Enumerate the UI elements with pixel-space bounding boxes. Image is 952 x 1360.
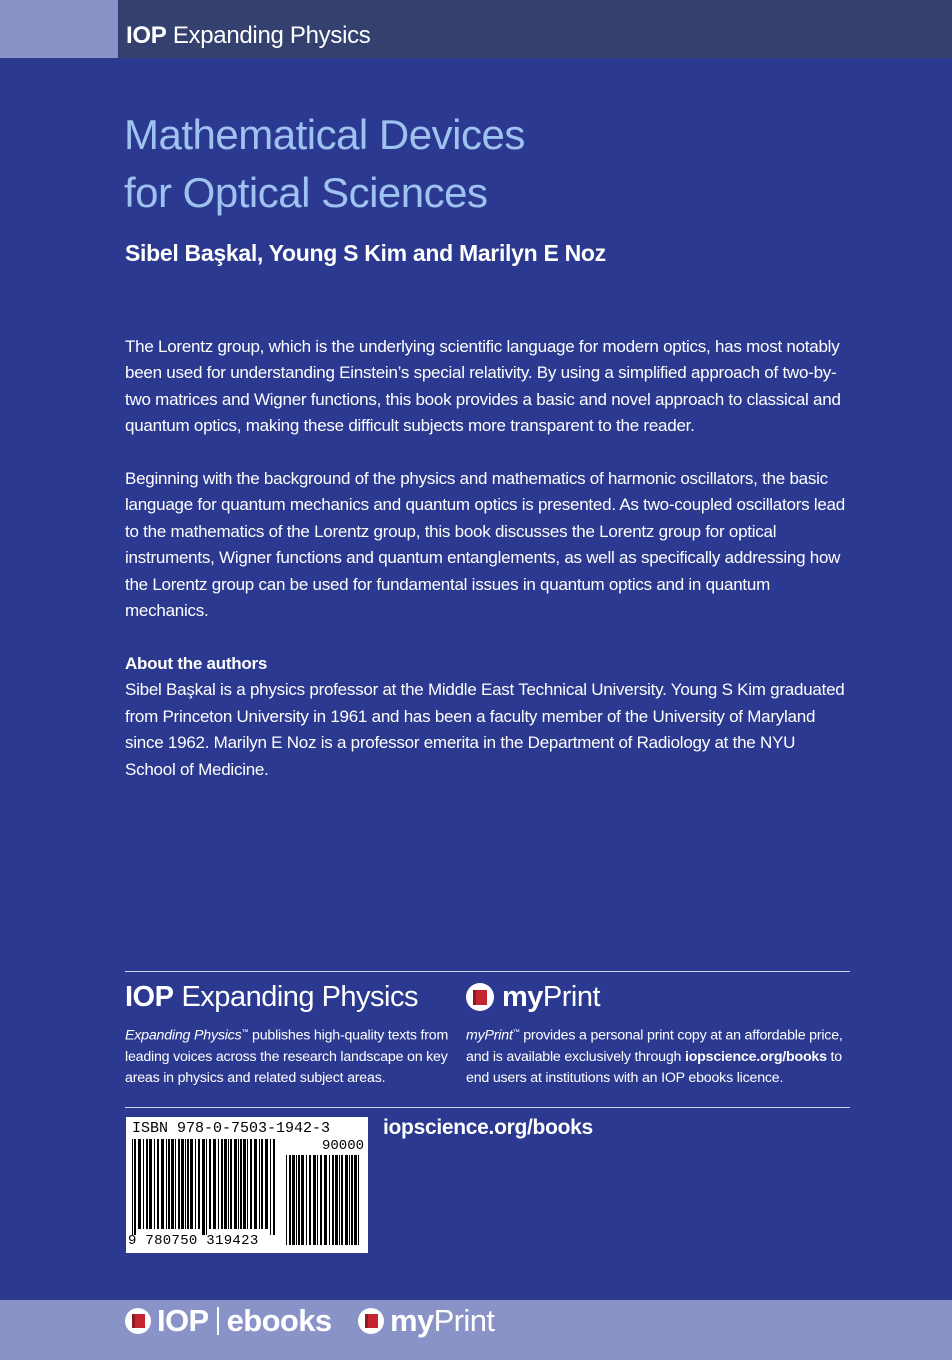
blurb-paragraph-2: Beginning with the background of the physics and mathematics of harmonic oscillators, the basic language for quantum mechanics and quantum optics is presented. As two-coupled oscillators lead to the mathematics of the Lorentz group, this book discusses the Lorentz group for optical instruments, Wigner functions and quantum entanglements, as well as specifically addressing how the Lorentz group can be used for fundamental issues in quantum optics and in quantum mechanics. xyxy=(125,469,845,621)
myprint-tm: ™ xyxy=(512,1029,520,1036)
footer-iop: IOP xyxy=(157,1303,209,1338)
myprint-logo-print: Print xyxy=(542,980,601,1013)
series-info xyxy=(125,980,465,1089)
series-tm: ™ xyxy=(241,1029,249,1036)
brand-series: Expanding Physics xyxy=(172,22,371,49)
isbn-label: ISBN 978-0-7503-1942-3 xyxy=(132,1120,331,1137)
book-title xyxy=(124,106,525,222)
myprint-logo-my: my xyxy=(502,980,543,1013)
about-heading: About the authors xyxy=(125,654,268,673)
series-logo-name: Expanding Physics xyxy=(181,980,418,1013)
footer-print: Print xyxy=(433,1303,495,1338)
myprint-description xyxy=(466,1022,856,1089)
myprint-info xyxy=(466,980,856,1089)
myprint-text-after: to end users at institutions with an IOP ebooks licence. xyxy=(466,1048,842,1086)
series-logo-iop: IOP xyxy=(125,980,174,1013)
divider-bottom xyxy=(125,1107,850,1108)
divider-top xyxy=(125,971,850,972)
top-bar-accent xyxy=(0,0,118,58)
isbn-digits: 9 780750 319423 xyxy=(128,1233,259,1249)
about-authors xyxy=(125,651,850,783)
series-description xyxy=(125,1022,465,1089)
series-text: publishes high-quality texts from leading voices across the research landscape on key areas in physics and related subject areas. xyxy=(125,1027,449,1086)
isbn-barcode xyxy=(126,1117,368,1253)
barcode-main-bars xyxy=(130,1139,278,1235)
footer-myprint-icon xyxy=(358,1308,384,1334)
myprint-link[interactable]: iopscience.org/books xyxy=(684,1048,827,1065)
brand-iop: IOP xyxy=(126,22,167,49)
myprint-logo xyxy=(466,980,856,1014)
myprint-text-before: provides a personal print copy at an affordable price, and is available exclusively through xyxy=(466,1027,843,1065)
series-logo xyxy=(125,980,465,1014)
barcode-addon-number: 90000 xyxy=(322,1138,365,1154)
title-line-2: for Optical Sciences xyxy=(124,169,488,216)
about-text: Sibel Başkal is a physics professor at the Middle East Technical University. Young S Kim graduated from Princeton University in 1961 and has been a faculty member of the University of Maryland since 1962. Marilyn E Noz is a professor emerita in the Department of Radiology at the NYU School of Medicine. xyxy=(125,680,845,779)
book-authors: Sibel Başkal, Young S Kim and Marilyn E Noz xyxy=(125,240,606,266)
website-link[interactable]: iopscience.org/books xyxy=(383,1116,593,1139)
barcode-addon-bars xyxy=(284,1155,364,1251)
iop-ebooks-logo xyxy=(125,1304,332,1338)
iop-ebooks-icon xyxy=(125,1308,151,1334)
footer-myprint-logo xyxy=(358,1304,494,1338)
blurb-paragraph-1: The Lorentz group, which is the underlying scientific language for modern optics, has most notably been used for understanding Einstein’s special relativity. By using a simplified approach of two-by-two matrices and Wigner functions, this book provides a basic and novel approach to classical and quantum optics, making these difficult subjects more transparent to the reader. xyxy=(125,337,841,436)
footer-ebooks: ebooks xyxy=(226,1303,332,1338)
series-brand xyxy=(126,22,371,50)
footer-my: my xyxy=(390,1303,434,1338)
series-name: Expanding Physics xyxy=(125,1027,242,1044)
title-line-1: Mathematical Devices xyxy=(124,111,525,158)
myprint-book-icon xyxy=(466,983,494,1011)
footer-separator xyxy=(217,1307,219,1335)
myprint-name: myPrint xyxy=(466,1027,513,1044)
